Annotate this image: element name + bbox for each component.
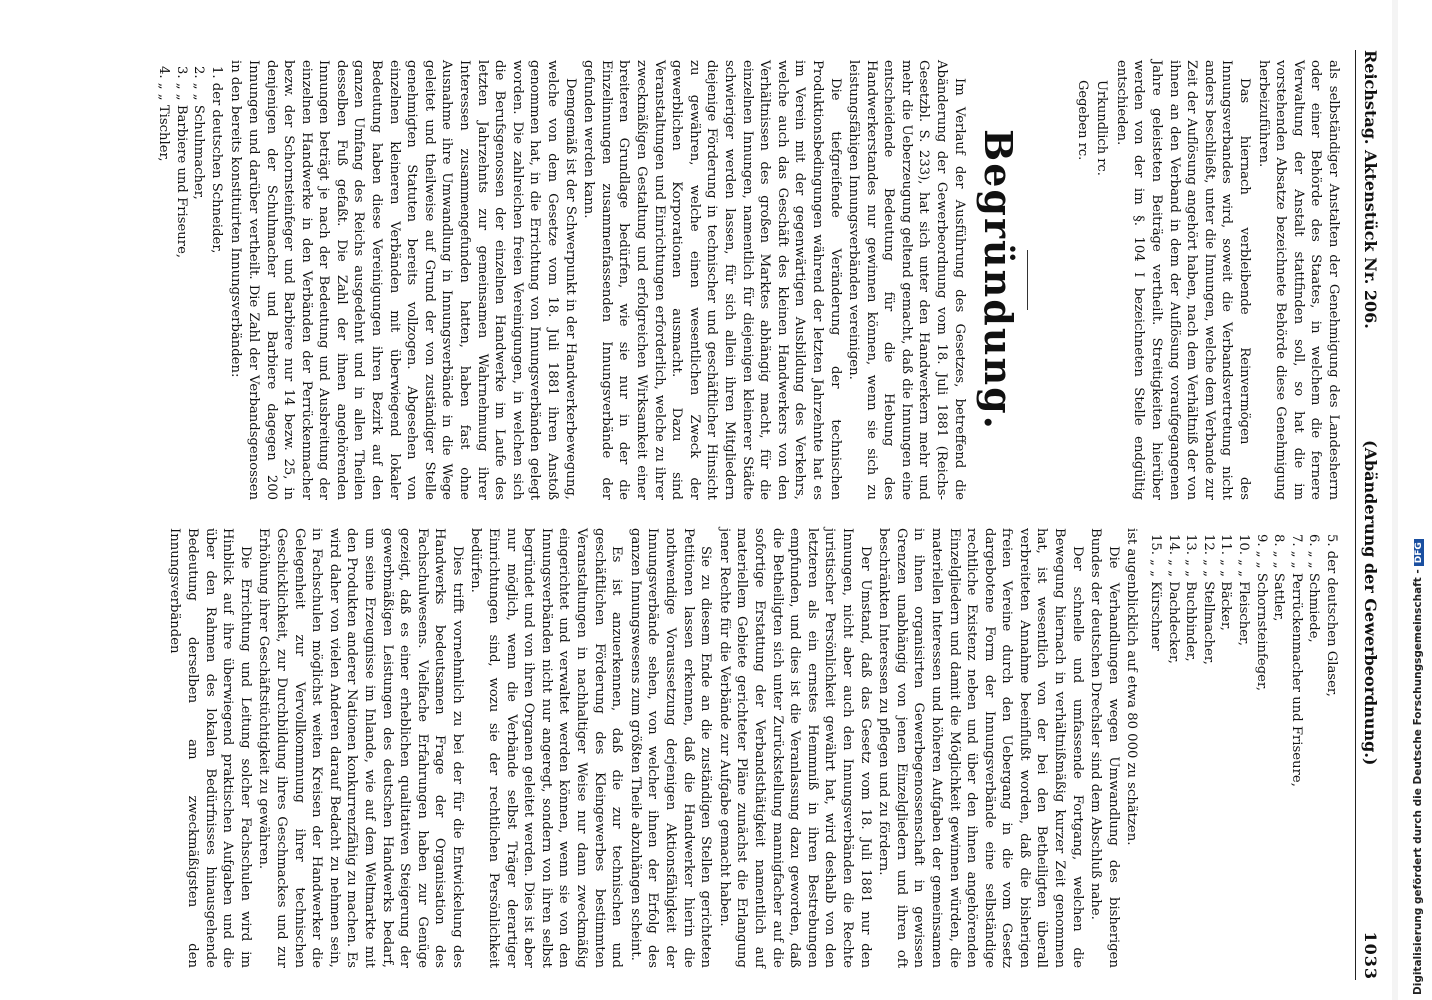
paragraph: Der Umstand, daß das Gesetz vom 18. Juli 1881 nur den Innungen, nicht aber auch den Innungsverbänden die Rechte juristischer Persönlichkeit gewährt hat, wird deshalb von den letzteren als ein ernstes Hemmniß in ihren Bestrebungen empfunden, und dies ist die Veranlassung dazu geworden, daß die Betheiligten sich unter Zurückstellung mannigfacher auf die sofortige Erstattung der Verbandsthätigkeit namentlich auf materiellem Gebiete gerichteter Pläne zunächst die Erlangung jener Rechte für die Verbände zur Aufgabe gemacht haben. [716,528,873,968]
signature-line: Urkundlich rc. [1094,80,1110,176]
paragraph: Demgemäß ist der Schwerpunkt in der Handwerkerbewegung, welche von dem Gesetze vom 18. Juli 1881 ihren Anstoß genommen hat, in die Errichtung von Innungsverbänden gelegt worden. Die zahlreichen freien Vereinigungen, in welchen sich die Berufsgenossen der einzelnen Handwerke im Laufe des letzten Jahrzehnts zur gemeinsamen Wahrnehmung ihrer Interessen zusammengefunden hatten, haben fast ohne Ausnahme ihre Umwandlung in Innungsverbände in die Wege geleitet und theilweise auf Grund der von zuständiger Stelle genehmigten Statuten bereits vollzogen. Abgesehen von einzelnen kleineren Verbänden mit überwiegend lokaler Bedeutung haben diese Vereinigungen ihren Bezirk auf den ganzen Umfang des Reichs ausgedehnt und in allen Theilen desselben Fuß gefaßt. Die Zahl der ihnen angehörenden Innungen beträgt je nach der Bedeutung und Ausbreitung der einzelnen Handwerke in den Verbänden der Perrückenmacher bezw. der Schornsteinfeger und Barbiere nur 14 bezw. 25, in denjenigen der Schuhmacher und Barbiere dagegen 200 Innungen und darüber vertheilt. Die Zahl der Verbandsgenossen in den bereits konstituirten Innungsverbänden: [228,60,578,500]
digitization-credit [1412,75,1424,995]
paragraph: ist augenblicklich auf etwa 80 000 zu schätzen. [1124,528,1140,846]
list-item: 2. „ „ Schuhmacher, [191,66,207,200]
list-item: 1. der deutschen Schneider, [208,66,224,254]
guild-list-continued [1146,528,1340,968]
list-item: 13. „ „ Buchbinder, [1183,534,1199,662]
list-item: 14. „ „ Dachdecker, [1165,534,1181,664]
paragraph: Sie zu diesem Ende an die zuständigen Stellen gerichteten Petitionen lassen erkennen, daß die Handwerker hierin die nothwendige Voraussetzung derjenigen Aktionsfähigkeit der Innungsverbände sehen, von welcher ihnen der Erfolg des ganzen Innungswesens zum größten Theile abzuhängen scheint. [627,528,714,968]
credit-text: Digitalisierung gefördert durch die Deutsche Forschungsgemeinschaft - [1412,569,1424,995]
dfg-logo: DFG [1414,539,1424,566]
paragraph: Im Verlauf der Ausführung des Gesetzes, betreffend die Abänderung der Gewerbeordnung vom 18. Juli 1881 (Reichs-Gesetzbl. S. 233), hat sich unter den Handwerkern mehr und mehr die Ueberzeugung geltend gemacht, daß die Innungen eine entscheidende Bedeutung für die Hebung des Handwerkerstandes nur gewinnen können, wenn sie sich zu leistungsfähigen Innungsverbänden vereinigen. [846,60,967,500]
list-item: 12. „ „ Stellmacher, [1200,534,1216,665]
guild-list [154,60,224,500]
left-column [148,60,1342,500]
paragraph: Es ist anzuerkennen, daß die zur technischen und geschäftlichen Förderung des Kleingewerbes bestimmten Veranstaltungen in nachhaltiger Weise nur dann zweckmäßig eingerichtet und verwaltet werden können, wenn sie von den Innungsverbänden nicht nur angeregt, sondern von ihren selbst begründet und von ihren Organen geleitet werden. Dies ist aber nur möglich, wenn die Verbände selbst Träger derartiger Einrichtungen sind, wozu sie der rechtlichen Persönlichkeit bedürfen. [468,528,625,968]
header-center: (Abänderung der Gewerbeordnung.) [1361,440,1380,766]
signature-line: Gegeben rc. [1075,80,1091,161]
paragraph: Das hiernach verbleibende Reinvermögen des Innungsverbandes wird, soweit die Verbandsvertretung nicht anders beschließt, unter die Innungen, welche dem Verbande zur Zeit der Auflösung angehört haben, nach dem Verhältniß der von ihnen an den Verband in dem der Auflösung voraufgegangenen Jahre geleisteten Beiträge vertheilt. Streitigkeiten hierüber werden von der im §. 104 I bezeichneten Stelle endgültig entschieden. [1113,60,1253,500]
paragraph: Der schnelle und umfassende Fortgang, welchen die Bewegung hiernach in verhältnißmäßig kurzer Zeit genommen hat, ist wesentlich von der bei den Betheiligten überall verbreiteten Annahme beeinflußt worden, daß die bisherigen freien Vereine durch den Uebergang in die vom Gesetz dargebotene Form der Innungsverbände eine selbständige rechtliche Existenz neben und über den ihnen angehörenden Einzelgliedern und damit die Möglichkeit gewinnen würden, die materiellen Interessen und höheren Aufgaben der gemeinsamen in ihnen organisirten Gewerbegenossenschaft in gewissen Grenzen unabhängig von jenen Einzelgliedern und ihren oft beschränkten Interessen zu pflegen und zu fördern. [876,528,1085,968]
list-item: 8. „ „ Sattler, [1271,534,1287,622]
section-divider [1027,250,1028,310]
list-item: 11. „ „ Bäcker, [1218,534,1234,631]
paragraph: Die Verhandlungen wegen Umwandlung des bisherigen Bundes der deutschen Drechsler sind dem Abschluß nahe. [1088,528,1121,968]
right-column [165,528,1342,968]
list-item: 15. „ „ Kürschner [1148,534,1164,651]
list-item: 9. „ „ Schornsteinfeger, [1253,534,1269,692]
paragraph: Die Errichtung und Leitung solcher Fachschulen wird im Hinblick auf ihre überwiegend praktischen Aufgaben und die über den Rahmen des lokalen Bedürfnisses hinausgehende Bedeutung derselben am zweckmäßigsten den Innungsverbänden [167,528,253,968]
paragraph: Dies trifft vornehmlich zu bei der für die Entwickelung des Handwerks bedeutsamen Frage der Organisation des Fachschulwesens. Vielfache Erfahrungen haben zur Genüge gezeigt, daß es einer erheblichen qualitativen Steigerung der gewerbmäßigen Leistungen des deutschen Handwerks bedarf, um seine Erzeugnisse im Inlande, wie auf dem Weltmarkte mit den Produkten anderer Nationen konkurrenzfähig zu machen. Es wird daher von vielen Anderen darauf Bedacht zu nehmen sein, in Fachschulen möglichst weiten Kreisen der Handwerker die Gelegenheit zur Vervollkommnung ihrer technischen Geschicklichkeit, zur Durchbildung ihres Geschmackes und zur Erhöhung ihrer Geschäftstüchtigkeit zu gewähren. [256,528,465,968]
paragraph: Die tiefgreifende Veränderung der technischen Produktionsbedingungen während der letzten Jahrzehnte hat es im Verein mit der gegenwärtigen Ausbildung des Verkehrs, welche auch das Geschäft des kleinen Handwerkers von den Verhältnissen des großen Marktes abhängig macht, für die einzelnen Innungen, namentlich für diejenigen kleinerer Städte schwieriger werden lassen, für sich allein ihren Mitgliedern diejenige Förderung in technischer und geschäftlicher Hinsicht zu gewähren, welche einen wesentlichen Zweck der gewerblichen Korporationen ausmacht. Dazu sind Veranstaltungen und Einrichtungen erforderlich, welche zu ihrer zweckmäßigen Gestaltung und erfolgreichen Wirksamkeit einer breiteren Grundlage bedürfen, wie sie nur in der die Einzelinnungen zusammenfassenden Innungsverbände der gefunden werden kann. [581,60,843,500]
list-item: 10. „ „ Fleischer, [1236,534,1252,647]
header-left: Reichstag. Aktenstück Nr. 206. [1361,50,1380,329]
list-item: 4. „ „ Tischler, [155,66,171,162]
page-number: 1033 [1361,931,1380,980]
list-item: 5. der deutschen Glaser, [1324,534,1339,697]
list-item: 7. „ „ Perrückenmacher und Friseure, [1288,534,1304,787]
page-header [1355,50,1384,980]
paragraph: als selbständiger Anstalten der Genehmigung des Landesherrn oder einer Behörde des Staates, in welchem die fernere Verwaltung der Anstalt stattfinden soll, so hat die im vorstehenden Absatze bezeichnete Behörde diese Genehmigung herbeizuführen. [1255,60,1341,500]
list-item: 3. „ „ Barbiere und Friseure, [173,66,189,259]
list-item: 6. „ „ Schmiede, [1306,534,1322,643]
section-title: Begründung. [976,129,1022,431]
